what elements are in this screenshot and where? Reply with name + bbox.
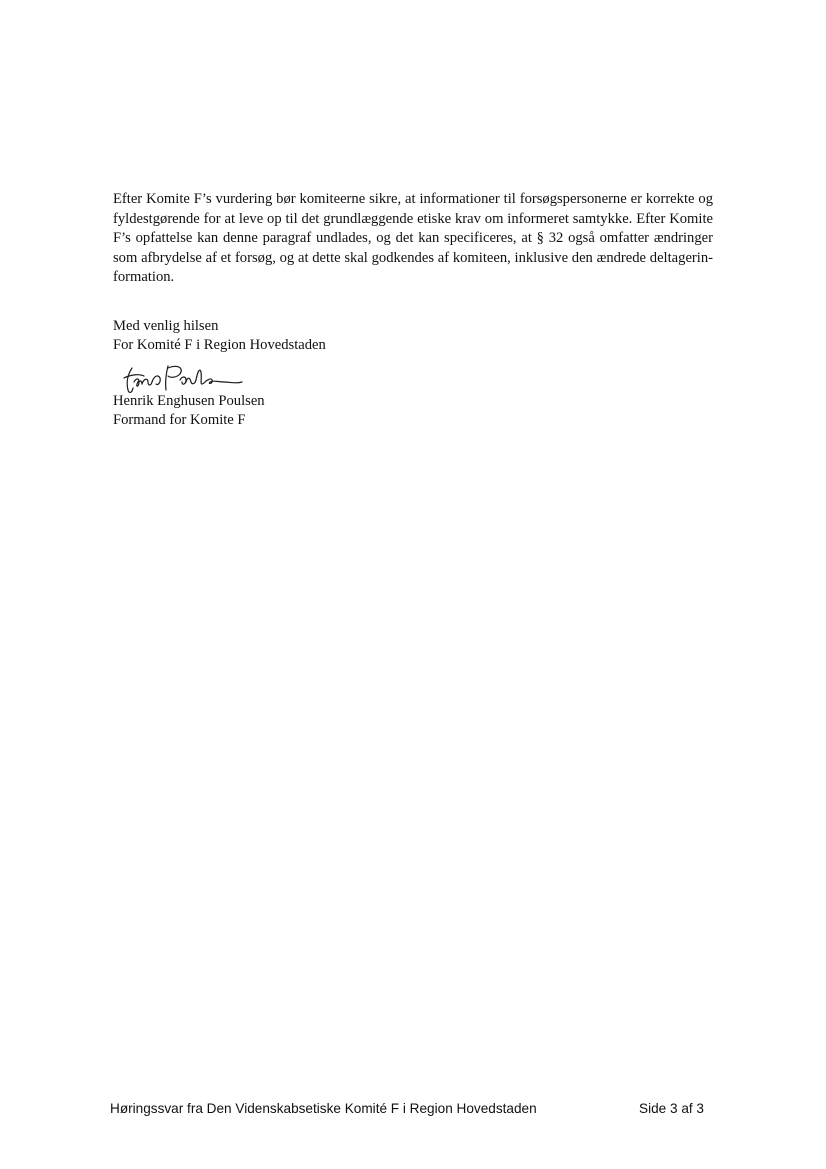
closing-on-behalf: For Komité F i Region Hovedstaden — [113, 337, 326, 353]
closing-block — [113, 317, 453, 355]
body-paragraph: Efter Komite F’s vurdering bør komiteerne sikre, at informationer til forsøgspersonerne er korrekte og fyldestgørende for at leve op til det grundlæggende etiske krav om informeret samtykke. Efter Komite F’s opfattelse kan denne paragraf undlades, og det kan specificeres, at § 32 også omfatter ændringer som afbrydelse af et forsøg, og at dette skal godkendes af komiteen, inklusive den ændrede deltagerin-formation. — [113, 191, 713, 285]
page-number: Side 3 af 3 — [639, 1101, 704, 1116]
signer-name: Henrik Enghusen Poulsen — [113, 393, 265, 409]
closing-greeting: Med venlig hilsen — [113, 318, 219, 334]
signer-title: Formand for Komite F — [113, 412, 246, 428]
signer-block — [113, 392, 453, 430]
footer-source: Høringssvar fra Den Videnskabsetiske Komité F i Region Hovedstaden — [110, 1101, 537, 1116]
